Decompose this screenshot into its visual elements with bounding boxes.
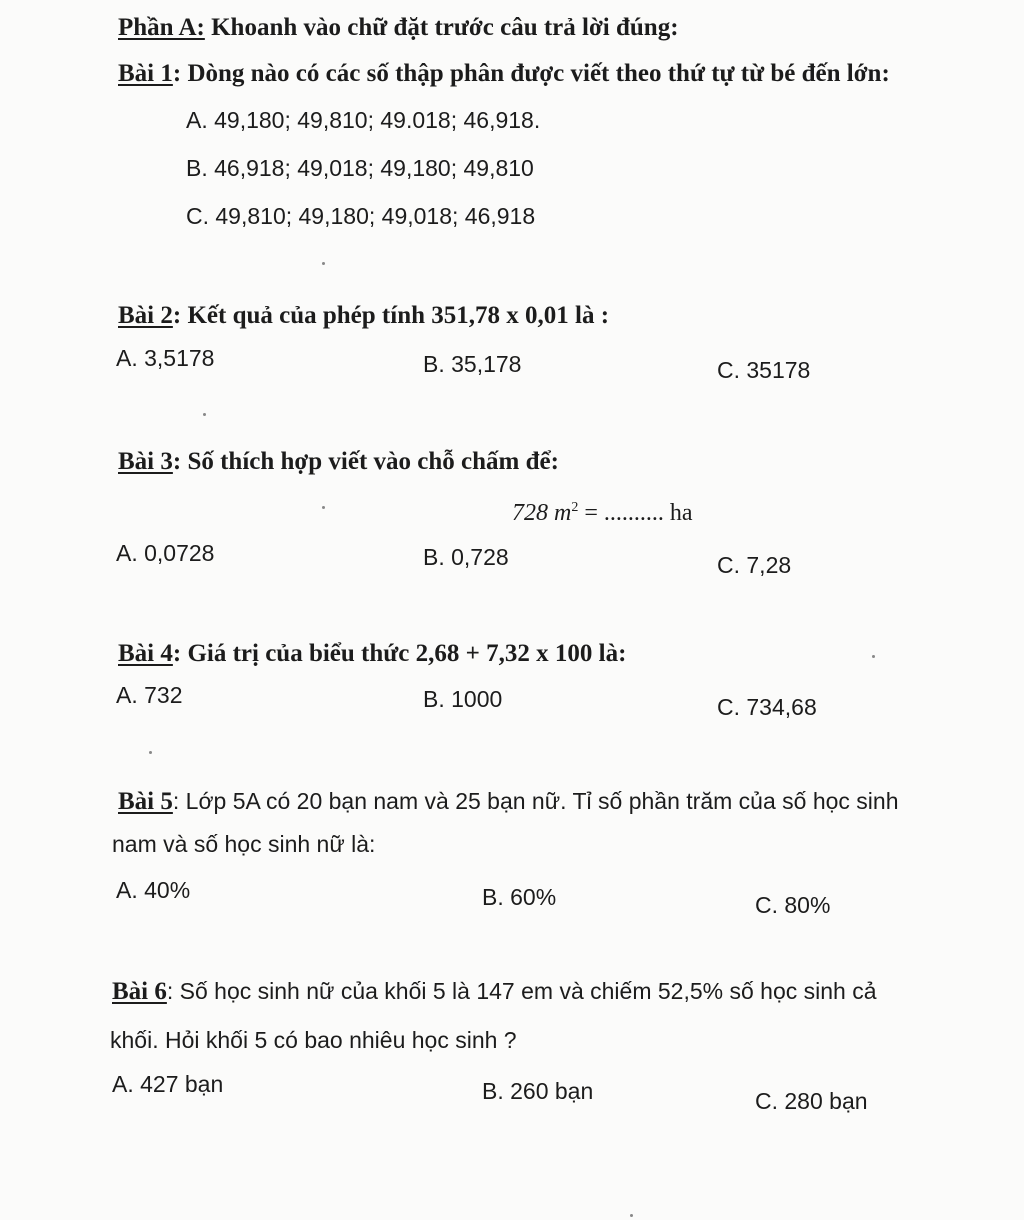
question-4-text: : Giá trị của biểu thức 2,68 + 7,32 x 100 là: <box>172 640 627 667</box>
question-1-option-a[interactable]: A. 49,180; 49,810; 49.018; 46,918. <box>186 107 541 133</box>
question-2-option-b[interactable]: B. 35,178 <box>423 351 522 377</box>
question-5-option-b[interactable]: B. 60% <box>482 884 557 910</box>
question-4-option-b[interactable]: B. 1000 <box>423 686 503 712</box>
question-5-label: Bài 5 <box>118 788 173 815</box>
question-1-label: Bài 1 <box>118 60 173 87</box>
question-3-equation <box>512 497 693 529</box>
question-3-option-a[interactable]: A. 0,0728 <box>116 540 215 566</box>
scan-speck <box>203 413 206 416</box>
question-3-prompt <box>118 446 559 478</box>
question-4-label: Bài 4 <box>118 640 173 667</box>
question-3-label: Bài 3 <box>118 448 173 475</box>
question-4-prompt <box>118 638 626 670</box>
equation-left: 728 m <box>512 500 572 526</box>
question-2-text: : Kết quả của phép tính 351,78 x 0,01 là : <box>172 302 610 329</box>
question-5-option-c[interactable]: C. 80% <box>755 892 831 918</box>
question-2-label: Bài 2 <box>118 302 173 329</box>
question-6-option-c[interactable]: C. 280 bạn <box>755 1088 868 1114</box>
question-5-text-line-1: : Lớp 5A có 20 bạn nam và 25 bạn nữ. Tỉ số phần trăm của số học sinh <box>172 788 899 814</box>
question-6-label: Bài 6 <box>112 978 167 1005</box>
question-3-text: : Số thích hợp viết vào chỗ chấm để: <box>172 448 559 475</box>
question-2-option-c[interactable]: C. 35178 <box>717 357 811 383</box>
equation-exponent: 2 <box>571 500 579 515</box>
section-header <box>118 12 679 44</box>
scan-speck <box>149 751 152 754</box>
question-5-text-line-2: nam và số học sinh nữ là: <box>112 831 376 857</box>
question-2-prompt <box>118 300 609 332</box>
question-6-option-a[interactable]: A. 427 bạn <box>112 1071 224 1097</box>
question-3-option-b[interactable]: B. 0,728 <box>423 544 509 570</box>
question-3-option-c[interactable]: C. 7,28 <box>717 552 792 578</box>
question-4-option-c[interactable]: C. 734,68 <box>717 694 817 720</box>
question-6-prompt <box>112 975 877 1008</box>
question-2-option-a[interactable]: A. 3,5178 <box>116 345 215 371</box>
scan-speck <box>322 506 325 509</box>
question-6-option-b[interactable]: B. 260 bạn <box>482 1078 594 1104</box>
section-instruction: Khoanh vào chữ đặt trước câu trả lời đúng: <box>211 14 679 41</box>
question-1-option-c[interactable]: C. 49,810; 49,180; 49,018; 46,918 <box>186 203 536 229</box>
question-5-prompt <box>118 785 899 818</box>
question-1-option-b[interactable]: B. 46,918; 49,018; 49,180; 49,810 <box>186 155 534 181</box>
question-6-text-line-2: khối. Hỏi khối 5 có bao nhiêu học sinh ? <box>110 1027 517 1053</box>
scan-speck <box>630 1214 633 1217</box>
question-1-text: : Dòng nào có các số thập phân được viết theo thứ tự từ bé đến lớn: <box>172 60 890 87</box>
question-6-text-line-1: : Số học sinh nữ của khối 5 là 147 em và chiếm 52,5% số học sinh cả <box>166 978 877 1004</box>
question-1-prompt <box>118 58 890 90</box>
equation-right: = .......... ha <box>578 500 693 526</box>
scan-speck <box>872 655 875 658</box>
scan-speck <box>322 262 325 265</box>
section-label: Phần A: <box>118 14 205 41</box>
question-4-option-a[interactable]: A. 732 <box>116 682 183 708</box>
question-5-option-a[interactable]: A. 40% <box>116 877 191 903</box>
